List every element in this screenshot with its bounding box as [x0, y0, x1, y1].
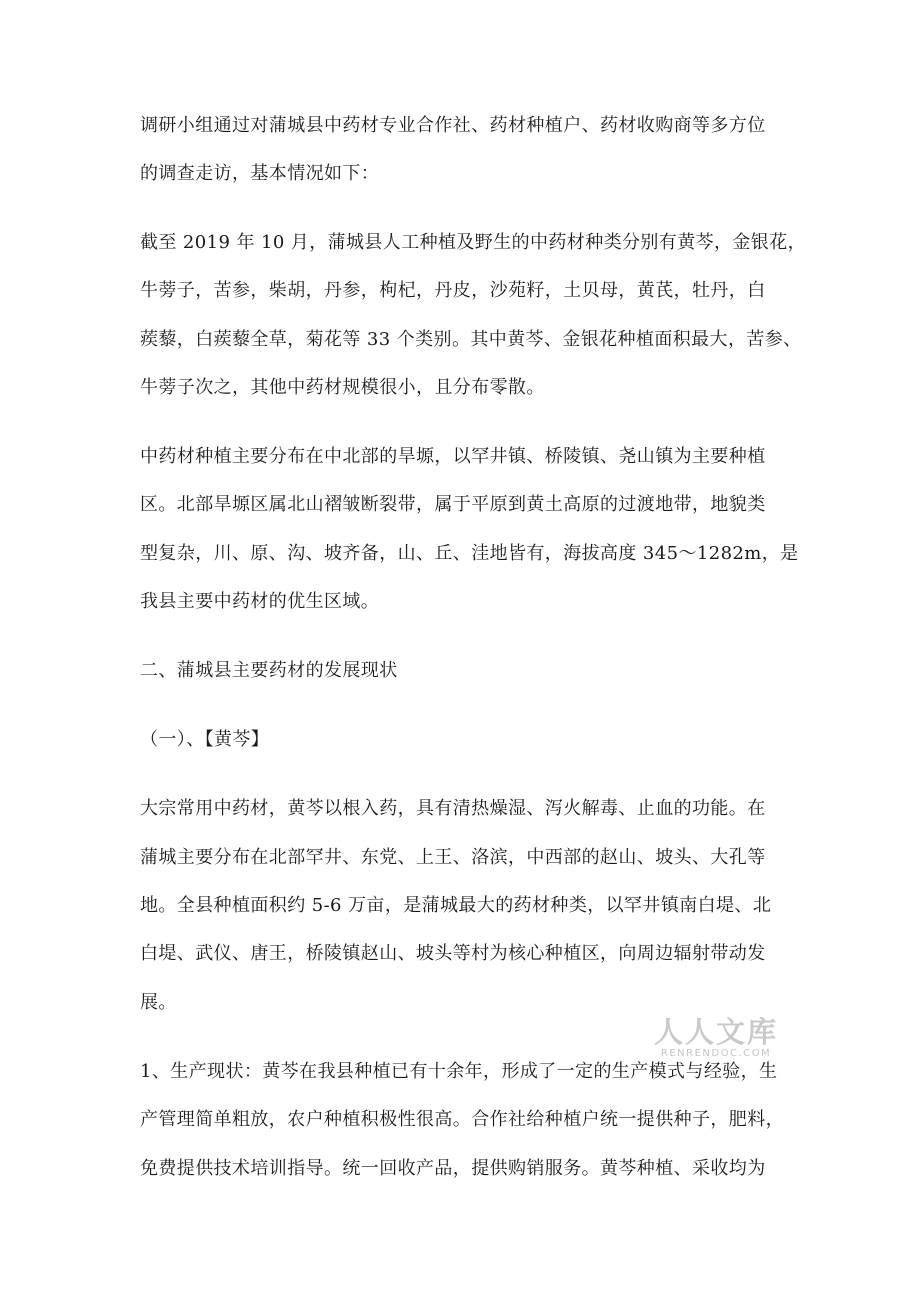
text-line: 型复杂，川、原、沟、坡齐备，山、丘、洼地皆有，海拔高度 345～1282m，是 [140, 543, 799, 564]
text-line: 调研小组通过对蒲城县中药材专业合作社、药材种植户、药材收购商等多方位 [140, 115, 766, 136]
subsection-heading: （一）、【黄芩】 [140, 729, 270, 750]
text-line: 免费提供技术培训指导。统一回收产品，提供购销服务。黄芩种植、采收均为 [140, 1158, 766, 1179]
text-line: 大宗常用中药材，黄芩以根入药，具有清热燥湿、泻火解毒、止血的功能。在 [140, 798, 766, 819]
section-heading: 二、蒲城县主要药材的发展现状 [140, 660, 398, 681]
text-line: 的调查走访，基本情况如下： [140, 163, 380, 184]
text-line: 产管理简单粗放，农户种植积极性很高。合作社给种植户统一提供种子，肥料， [140, 1109, 784, 1130]
text-line: 展。 [140, 992, 177, 1013]
text-line: 1、生产现状：黄芩在我县种植已有十余年，形成了一定的生产模式与经验，生 [140, 1061, 778, 1082]
text-line: 我县主要中药材的优生区域。 [140, 591, 380, 612]
watermark-english: RENRENDOC.COM [660, 1048, 772, 1059]
watermark-chinese: 人人文库 [653, 1015, 778, 1049]
text-line: 蒺藜，白蒺藜全草，菊花等 33 个类别。其中黄芩、金银花种植面积最大，苦参、 [140, 329, 802, 350]
text-line: 白堤、武仪、唐王，桥陵镇赵山、坡头等村为核心种植区，向周边辐射带动发 [140, 943, 766, 964]
text-line: 牛蒡子，苦参，柴胡，丹参，枸杞，丹皮，沙苑籽，土贝母，黄芪，牡丹，白 [140, 280, 766, 301]
text-line: 蒲城主要分布在北部罕井、东党、上王、洛滨，中西部的赵山、坡头、大孔等 [140, 847, 766, 868]
text-line: 中药材种植主要分布在中北部的旱塬，以罕井镇、桥陵镇、尧山镇为主要种植 [140, 446, 766, 467]
text-line: 区。北部旱塬区属北山褶皱断裂带，属于平原到黄土高原的过渡地带，地貌类 [140, 494, 766, 515]
text-line: 截至 2019 年 10 月，蒲城县人工种植及野生的中药材种类分别有黄芩，金银花， [140, 232, 806, 253]
text-line: 牛蒡子次之，其他中药材规模很小，且分布零散。 [140, 377, 545, 398]
watermark-logo [646, 1016, 786, 1060]
text-line: 地。全县种植面积约 5-6 万亩，是蒲城最大的药材种类，以罕井镇南白堤、北 [140, 895, 772, 916]
